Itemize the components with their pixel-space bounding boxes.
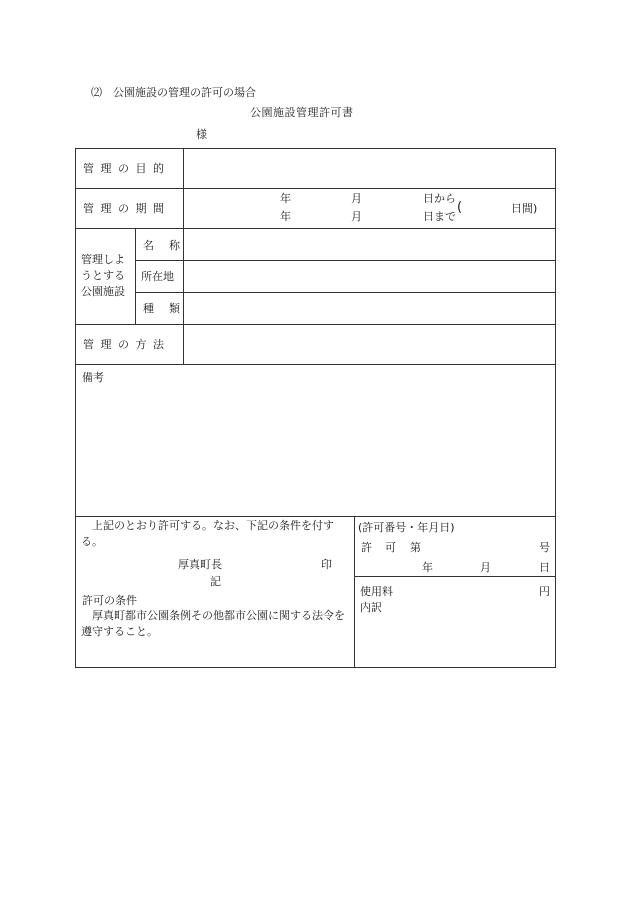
facility-location-field[interactable] (185, 262, 553, 291)
permit-kyo: 許 (361, 541, 372, 554)
until-year-label: 年 (280, 210, 291, 223)
facility-name-label: 名 称 (143, 239, 182, 252)
days-open-paren: ( (457, 200, 463, 215)
row-divider (76, 228, 555, 229)
from-year-label: 年 (280, 192, 291, 205)
facility-type-field[interactable] (185, 294, 553, 323)
permit-go: 号 (539, 541, 550, 554)
remarks-label: 備考 (82, 371, 104, 384)
purpose-field[interactable] (185, 150, 553, 187)
facility-type-label: 種 類 (143, 302, 182, 315)
period-label: 管理の期間 (83, 202, 171, 215)
days-label: 日間) (511, 202, 538, 215)
addressee-suffix: 様 (196, 128, 207, 141)
permit-dai: 第 (410, 541, 421, 554)
purpose-label: 管理の目的 (83, 162, 171, 175)
date-day: 日 (539, 561, 550, 574)
facility-location-label: 所在地 (141, 270, 174, 283)
from-month-label: 月 (351, 192, 362, 205)
column-divider (183, 228, 184, 364)
row-divider (76, 324, 555, 325)
row-divider (76, 188, 555, 189)
fee-label: 使用料 (360, 585, 393, 598)
section-heading: ⑵ 公園施設の管理の許可の場合 (91, 86, 256, 99)
column-divider (183, 149, 184, 228)
permit-number-header: (許可番号・年月日) (358, 521, 455, 534)
conditions-text: 厚真町都市公園条例その他都市公園に関する法令を遵守すること。 (81, 609, 345, 638)
row-divider (76, 516, 555, 517)
mayor-title: 厚真町長 (178, 558, 222, 571)
conditions-title: 許可の条件 (82, 594, 137, 607)
facility-group-label: 管理しようとする公園施設 (81, 253, 125, 298)
row-divider (76, 364, 555, 365)
ki-heading: 記 (210, 575, 221, 588)
until-month-label: 月 (351, 210, 362, 223)
approval-text: 上記のとおり許可する。なお、下記の条件を付する。 (81, 519, 334, 548)
method-label: 管理の方法 (83, 338, 171, 351)
seal-mark: 印 (321, 558, 332, 571)
permit-ka: 可 (385, 541, 396, 554)
facility-name-field[interactable] (185, 230, 553, 259)
permit-form-table (75, 148, 556, 668)
date-month: 月 (480, 561, 491, 574)
breakdown-label: 内訳 (360, 601, 382, 614)
method-field[interactable] (185, 326, 553, 363)
period-field[interactable] (185, 190, 553, 227)
fee-unit: 円 (539, 585, 550, 598)
breakdown-field[interactable] (360, 617, 550, 663)
column-divider (354, 516, 355, 667)
row-divider (354, 576, 555, 577)
from-day-label: 日から (423, 192, 456, 205)
until-day-label: 日まで (423, 210, 456, 223)
permit-number-field[interactable] (426, 539, 536, 555)
row-divider (135, 260, 555, 261)
column-divider (135, 228, 136, 324)
row-divider (135, 292, 555, 293)
form-title: 公園施設管理許可書 (250, 106, 354, 119)
fee-field[interactable] (396, 582, 536, 598)
date-year: 年 (422, 561, 433, 574)
remarks-field[interactable] (78, 387, 553, 514)
